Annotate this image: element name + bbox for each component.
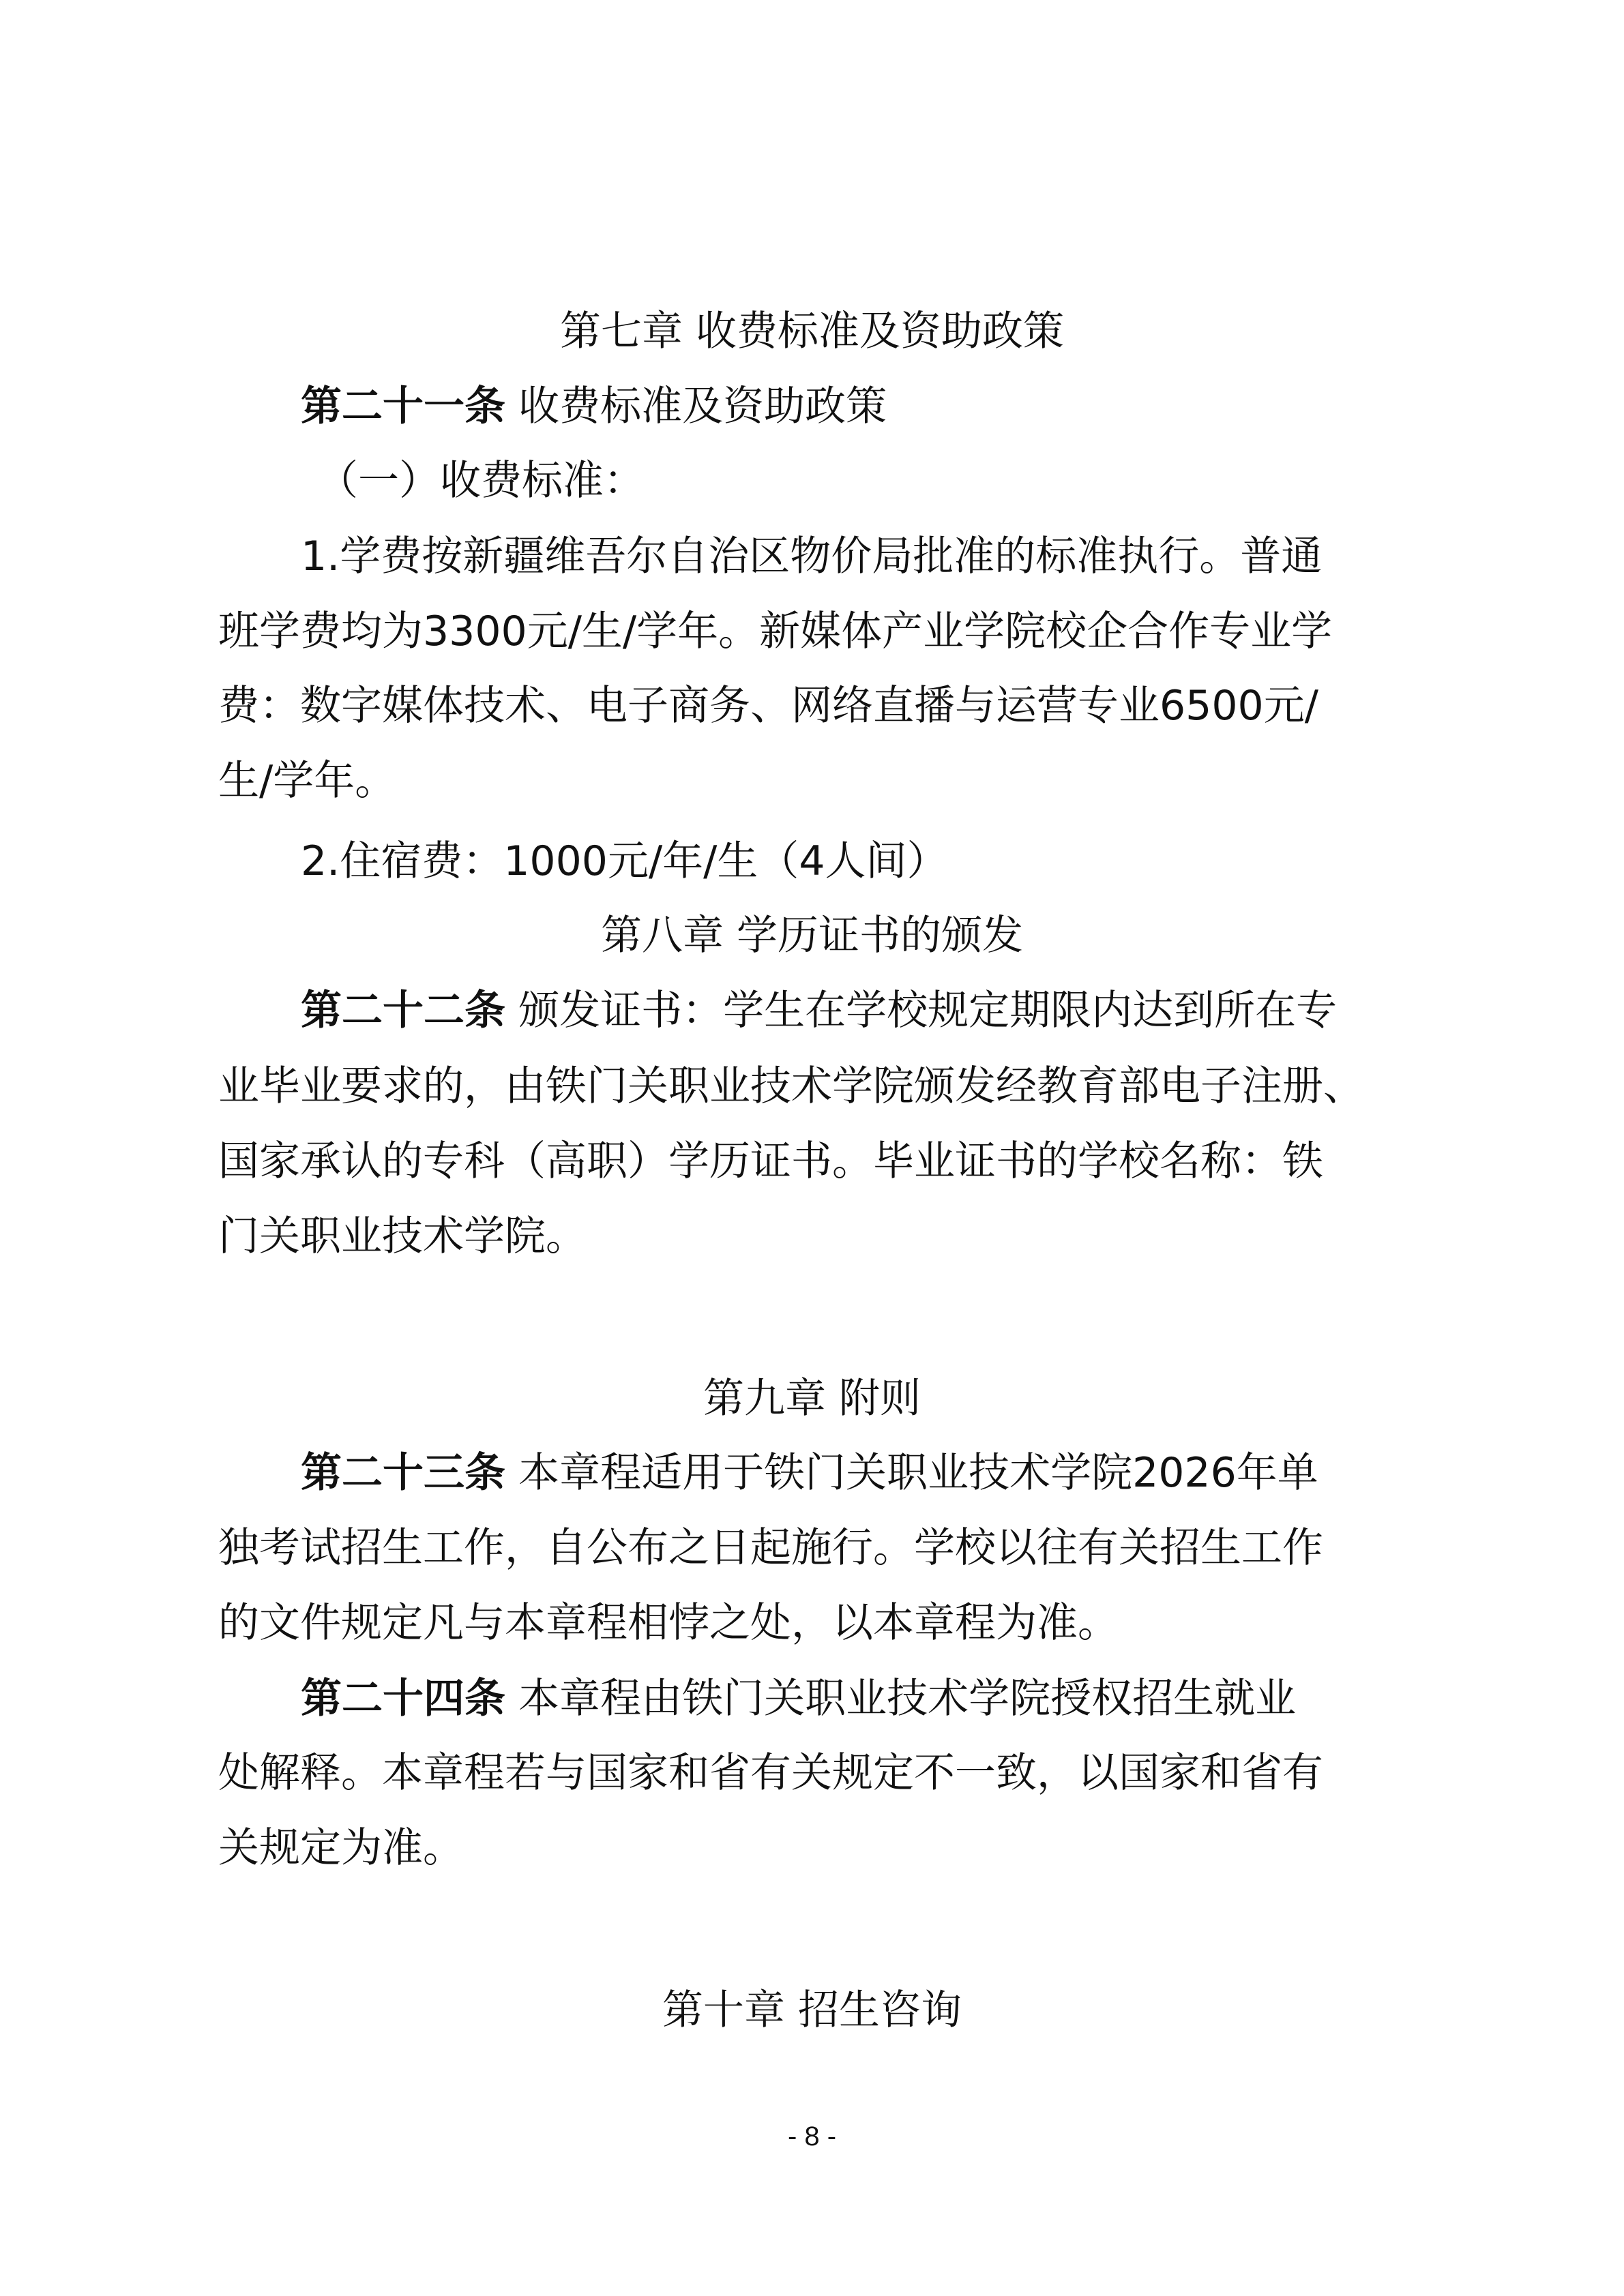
article-22-label: 第二十二条 bbox=[301, 987, 505, 1034]
article-22-line-1 bbox=[301, 983, 1337, 1038]
article-21-label: 第二十一条 bbox=[301, 383, 505, 430]
page-number: - 8 - bbox=[787, 2121, 837, 2151]
article-24-label: 第二十四条 bbox=[301, 1675, 505, 1723]
chapter-7-heading: 第七章 收费标准及资助政策 bbox=[559, 308, 1065, 355]
article-23-line-2: 独考试招生工作，自公布之日起施行。学校以往有关招生工作 bbox=[218, 1524, 1323, 1572]
article-24-line-1 bbox=[301, 1671, 1296, 1726]
article-21-text: 收费标准及资助政策 bbox=[505, 383, 887, 430]
tuition-line-1: 1.学费按新疆维吾尔自治区物价局批准的标准执行。普通 bbox=[301, 533, 1323, 580]
chapter-8-heading: 第八章 学历证书的颁发 bbox=[600, 912, 1024, 959]
article-23-line-1 bbox=[301, 1446, 1318, 1500]
chapter-10-heading: 第十章 招生咨询 bbox=[662, 1986, 962, 2034]
article-24-text: 本章程由铁门关职业技术学院授权招生就业 bbox=[505, 1675, 1297, 1723]
chapter-9-heading: 第九章 附则 bbox=[703, 1375, 921, 1422]
article-22-line-3: 国家承认的专科（高职）学历证书。毕业证书的学校名称：铁 bbox=[218, 1137, 1323, 1185]
article-23-label: 第二十三条 bbox=[301, 1449, 505, 1497]
article-22-line-2: 业毕业要求的，由铁门关职业技术学院颁发经教育部电子注册、 bbox=[218, 1062, 1364, 1110]
tuition-line-4: 生/学年。 bbox=[218, 757, 396, 805]
fee-standard-subheading: （一）收费标准： bbox=[317, 457, 645, 505]
tuition-line-2: 班学费均为3300元/生/学年。新媒体产业学院校企合作专业学 bbox=[218, 608, 1333, 655]
dormitory-fee: 2.住宿费：1000元/年/生（4人间） bbox=[301, 837, 948, 885]
article-22-line-4: 门关职业技术学院。 bbox=[218, 1212, 587, 1260]
article-22-text: 颁发证书：学生在学校规定期限内达到所在专 bbox=[505, 987, 1338, 1034]
article-21 bbox=[301, 379, 887, 434]
article-23-text: 本章程适用于铁门关职业技术学院2026年单 bbox=[505, 1449, 1318, 1497]
tuition-line-3: 费：数字媒体技术、电子商务、网络直播与运营专业6500元/ bbox=[218, 682, 1318, 730]
article-24-line-2: 处解释。本章程若与国家和省有关规定不一致，以国家和省有 bbox=[218, 1749, 1323, 1797]
article-24-line-3: 关规定为准。 bbox=[218, 1824, 464, 1872]
article-23-line-3: 的文件规定凡与本章程相悖之处，以本章程为准。 bbox=[218, 1599, 1119, 1647]
